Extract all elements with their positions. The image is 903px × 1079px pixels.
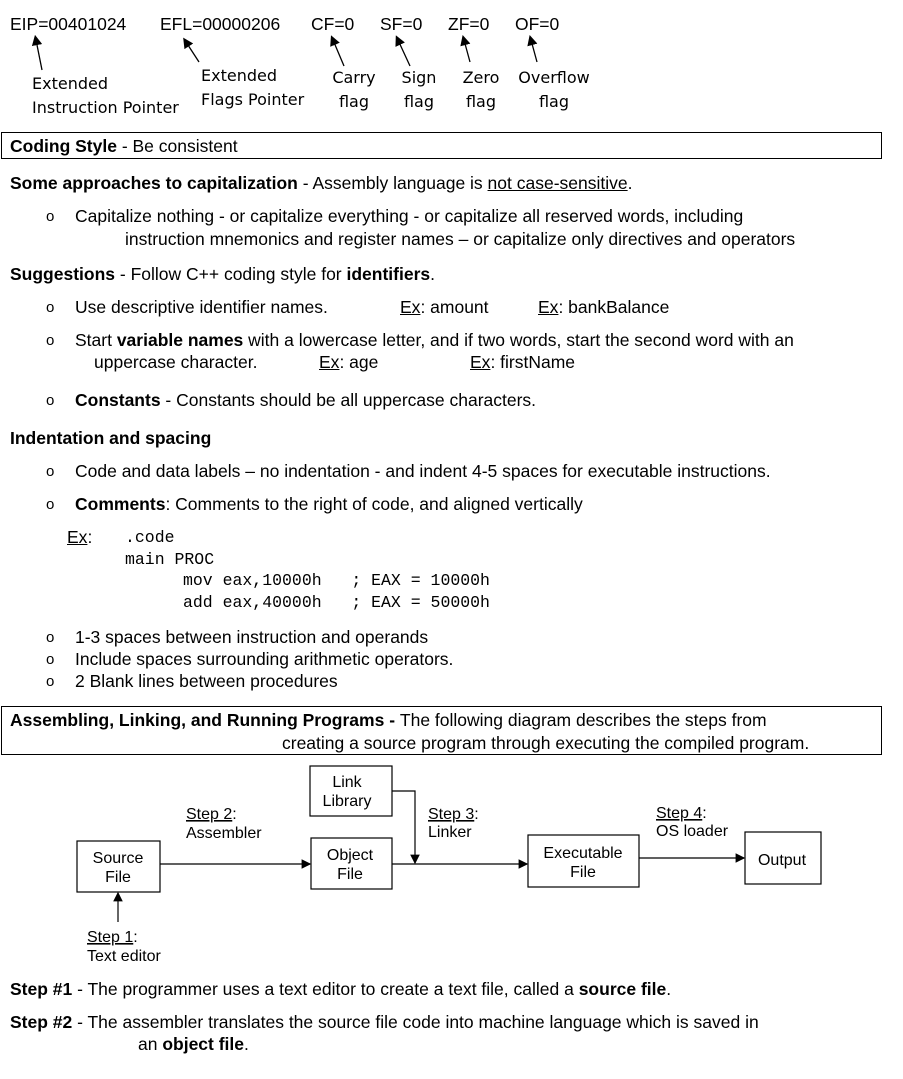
step1-label: Step 1: [87,929,138,946]
cf-arrow [333,40,344,66]
bullet-marker: o [46,673,55,690]
step4-sub: OS loader [656,823,729,840]
indentation-heading: Indentation and spacing [10,428,212,448]
link-library-label1: Link [332,774,362,791]
step2-description: Step #2 - The assembler translates the source file code into machine language which is saved in [10,1012,759,1032]
eip-register: EIP=00401024 [10,14,127,34]
assembling-heading: Assembling, Linking, and Running Programs - The following diagram describes the steps from [10,710,767,730]
capitalization-heading: Some approaches to capitalization - Assembly language is not case-sensitive. [10,173,633,193]
executable-file-label2: File [570,864,596,881]
bullet-marker: o [46,208,55,225]
executable-file-label1: Executable [543,845,623,862]
coding-style-heading: Coding Style - Be consistent [10,136,238,156]
variable-names-line1: Start variable names with a lowercase letter, and if two words, start the second word with an [75,330,794,350]
capitalization-bullet-line1: Capitalize nothing - or capitalize everything - or capitalize all reserved words, including [75,206,744,226]
bullet-marker: o [46,332,55,349]
link-library-label2: Library [322,793,372,810]
object-file-label1: Object [326,847,374,864]
bullet-marker: o [46,299,55,316]
code-line: mov eax,10000h ; EAX = 10000h [183,571,490,590]
labels-indentation-text: Code and data labels – no indentation - and indent 4-5 spaces for executable instructions. [75,461,771,481]
descriptive-names-text: Use descriptive identifier names. [75,297,328,317]
code-line: add eax,40000h ; EAX = 50000h [183,593,490,612]
step3-label: Step 3: [428,806,479,823]
source-file-label2: File [105,869,131,886]
bullet-marker: o [46,629,55,646]
blank-lines-text: 2 Blank lines between procedures [75,671,338,691]
step2-description-line2: an object file. [138,1034,249,1054]
spacing-operators-text: Include spaces surrounding arithmetic operators. [75,649,454,669]
assembling-line2: creating a source program through executing the compiled program. [282,733,810,753]
efl-label: Extended Flags Pointer [201,66,305,109]
output-label: Output [757,852,807,869]
spacing-operands-text: 1-3 spaces between instruction and operands [75,627,429,647]
example-bankbalance: Ex: bankBalance [538,297,670,317]
code-example-label: Ex: [67,527,93,547]
comments-text: Comments: Comments to the right of code, and aligned vertically [75,494,583,514]
variable-names-line2: uppercase character. [94,352,258,372]
zf-register: ZF=0 [448,14,490,34]
eip-label: Extended Instruction Pointer [32,74,179,117]
code-line: main PROC [125,550,215,569]
library-arrow [392,791,415,863]
bullet-marker: o [46,463,55,480]
step3-sub: Linker [428,824,472,841]
efl-register: EFL=00000206 [160,14,281,34]
step2-sub: Assembler [186,825,262,842]
of-label: Overflow flag [518,68,590,111]
capitalization-bullet-line2: instruction mnemonics and register names – or capitalize only directives and operators [125,229,796,249]
build-process-diagram [0,760,903,975]
efl-arrow [186,42,199,62]
example-firstname: Ex: firstName [470,352,576,372]
cf-register: CF=0 [311,14,355,34]
step1-sub: Text editor [87,948,161,965]
step1-description: Step #1 - The programmer uses a text editor to create a text file, called a source file. [10,979,672,999]
example-age: Ex: age [319,352,379,372]
bullet-marker: o [46,496,55,513]
constants-text: Constants - Constants should be all uppercase characters. [75,390,537,410]
zf-arrow [464,40,470,62]
sf-register: SF=0 [380,14,423,34]
bullet-marker: o [46,651,55,668]
code-line: .code [125,528,175,547]
step4-label: Step 4: [656,805,707,822]
cf-label: Carry flag [332,68,376,111]
of-register: OF=0 [515,14,560,34]
of-arrow [531,40,537,62]
object-file-label2: File [337,866,363,883]
eip-arrow [36,40,42,70]
sf-arrow [398,40,410,66]
source-file-label1: Source [92,850,144,867]
bullet-marker: o [46,392,55,409]
zf-label: Zero flag [462,68,500,111]
sf-label: Sign flag [401,68,437,111]
suggestions-heading: Suggestions - Follow C++ coding style for identifiers. [10,264,436,284]
step2-label: Step 2: [186,806,237,823]
example-amount: Ex: amount [400,297,489,317]
